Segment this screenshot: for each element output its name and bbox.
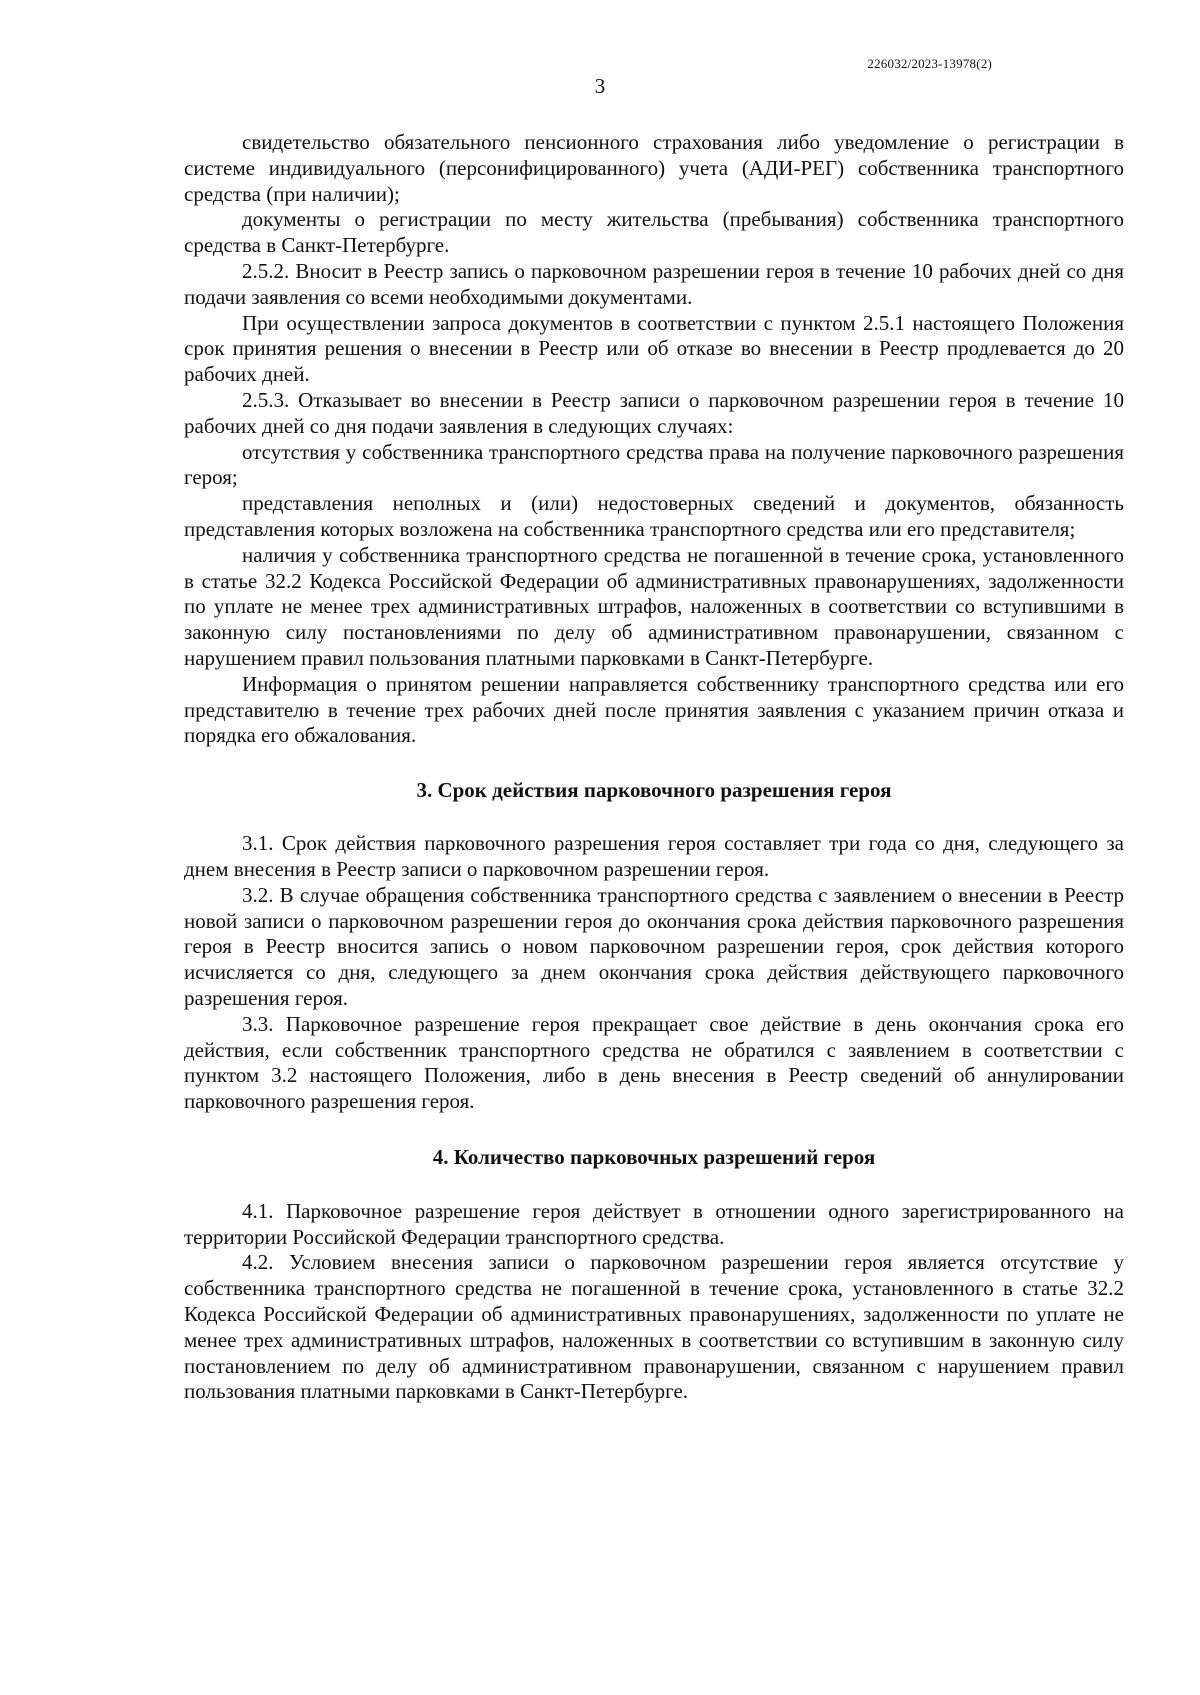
- paragraph-registration-docs: документы о регистрации по месту жительства (пребывания) собственника транспортного средства в Санкт-Петербурге.: [184, 207, 1124, 258]
- paragraph-3-1: 3.1. Срок действия парковочного разрешения героя составляет три года со дня, следующего за днем внесения в Реестр записи о парковочном разрешении героя.: [184, 831, 1124, 881]
- paragraph-decision-notice: Информация о принятом решении направляется собственнику транспортного средства или его представителю в течение трех рабочих дней после принятия заявления с указанием причин отказа и порядка его обжалования.: [184, 671, 1124, 748]
- document-body: [184, 130, 1124, 1405]
- paragraph-refusal-incomplete: представления неполных и (или) недостоверных сведений и документов, обязанность представления которых возложена на собственника транспортного средства или его представителя;: [184, 491, 1124, 541]
- paragraph-refusal-fines: наличия у собственника транспортного средства не погашенной в течение срока, установленного в статье 32.2 Кодекса Российской Федерации об административных правонарушениях, задолженности по уплате не менее трех административных штрафов, наложенных в соответствии со вступившими в законную силу постановлениями по делу об административном правонарушении, связанном с нарушением правил пользования платными парковками в Санкт-Петербурге.: [184, 542, 1124, 670]
- paragraph-4-2: 4.2. Условием внесения записи о парковочном разрешении героя является отсутствие у собственника транспортного средства не погашенной в течение срока, установленного в статье 32.2 Кодекса Российской Федерации об административных правонарушениях, задолженности по уплате не менее трех административных штрафов, наложенных в соответствии со вступившим в законную силу постановлением по делу об административном правонарушении, связанном с нарушением правил пользования платными парковками в Санкт-Петербурге.: [184, 1250, 1124, 1404]
- section-4-heading: 4. Количество парковочных разрешений героя: [432, 1144, 876, 1169]
- paragraph-4-1: 4.1. Парковочное разрешение героя действует в отношении одного зарегистрированного на территории Российской Федерации транспортного средства.: [184, 1198, 1124, 1249]
- section-3-heading: 3. Срок действия парковочного разрешения героя: [416, 778, 892, 803]
- document-registration-number: 226032/2023-13978(2): [867, 56, 992, 71]
- paragraph-3-3: 3.3. Парковочное разрешение героя прекращает свое действие в день окончания срока его действия, если собственник транспортного средства не обратился с заявлением в соответствии с пунктом 3.2 настоящего Положения, либо в день внесения в Реестр сведений об аннулировании парковочного разрешения героя.: [184, 1011, 1124, 1114]
- paragraph-3-2: 3.2. В случае обращения собственника транспортного средства с заявлением о внесении в Реестр новой записи о парковочном разрешении героя до окончания срока действия парковочного разрешения героя в Реестр вносится запись о новом парковочном разрешении героя, срок действия которого исчисляется со дня, следующего за днем окончания срока действия действующего парковочного разрешения героя.: [184, 882, 1124, 1010]
- paragraph-snils: свидетельство обязательного пенсионного страхования либо уведомление о регистрации в системе индивидуального (персонифицированного) учета (АДИ-РЕГ) собственника транспортного средства (при наличии);: [184, 130, 1124, 206]
- paragraph-request-extension: При осуществлении запроса документов в соответствии с пунктом 2.5.1 настоящего Положения срок принятия решения о внесении в Реестр или об отказе во внесении в Реестр продлевается до 20 рабочих дней.: [184, 310, 1124, 387]
- page-number: 3: [594, 74, 606, 98]
- paragraph-2-5-3: 2.5.3. Отказывает во внесении в Реестр записи о парковочном разрешении героя в течение 10 рабочих дней со дня подачи заявления в следующих случаях:: [184, 387, 1124, 438]
- paragraph-refusal-no-right: отсутствия у собственника транспортного средства права на получение парковочного разрешения героя;: [184, 439, 1124, 490]
- paragraph-2-5-2: 2.5.2. Вносит в Реестр запись о парковочном разрешении героя в течение 10 рабочих дней со дня подачи заявления со всеми необходимыми документами.: [184, 258, 1124, 309]
